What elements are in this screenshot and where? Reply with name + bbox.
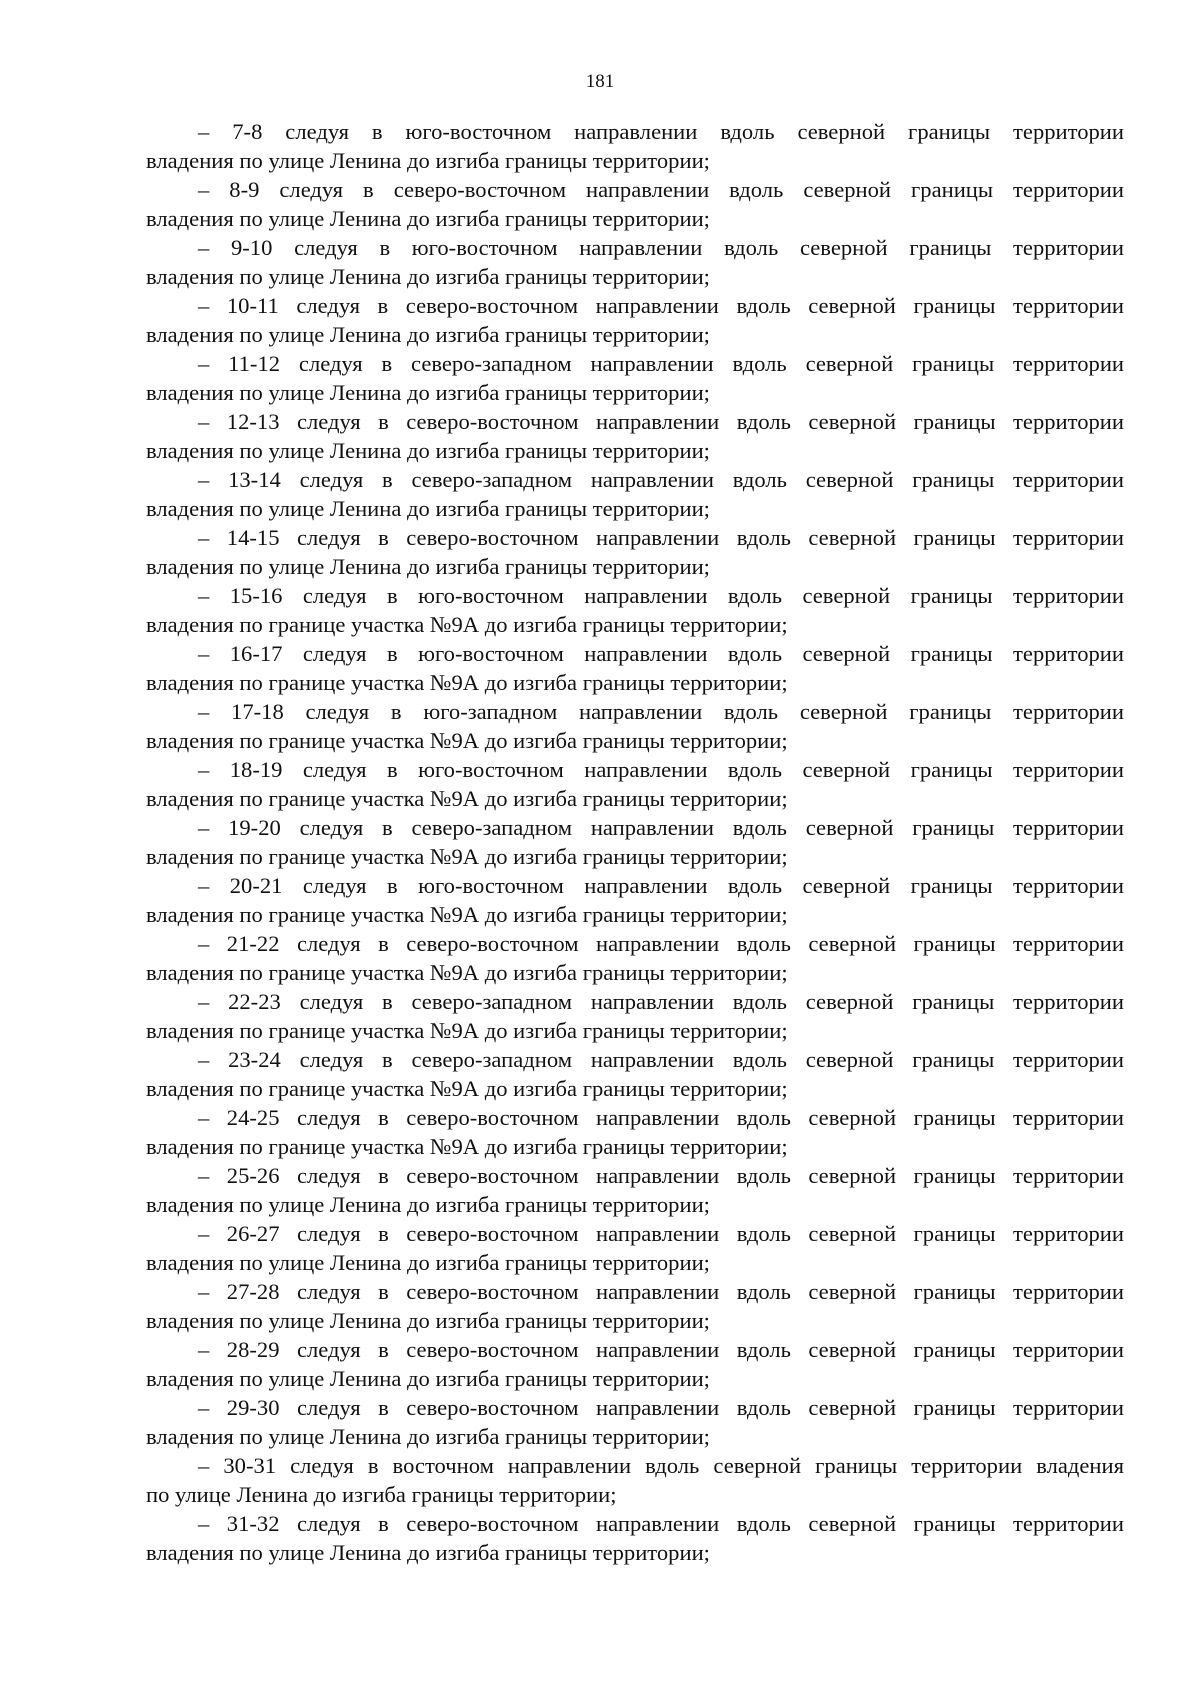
- segment-text-line-2: владения по улице Ленина до изгиба границы территории;: [146, 1540, 710, 1565]
- segment-text-line-2: владения по границе участка №9А до изгиба границы территории;: [146, 1134, 788, 1159]
- segment-text-line-2: владения по улице Ленина до изгиба границы территории;: [146, 322, 710, 347]
- segment-text-line-2: владения по улице Ленина до изгиба границы территории;: [146, 148, 710, 173]
- segment-text-line-2: владения по улице Ленина до изгиба границы территории;: [146, 264, 710, 289]
- segment-text-line-1: – 18-19 следуя в юго-восточном направлении вдоль северной границы территории: [198, 757, 1124, 782]
- boundary-segment-item: [146, 291, 1124, 349]
- segment-text-line-1: – 19-20 следуя в северо-западном направлении вдоль северной границы территории: [198, 815, 1124, 840]
- boundary-segment-item: [146, 929, 1124, 987]
- segment-text-line-1: – 10-11 следуя в северо-восточном направлении вдоль северной границы территории: [198, 293, 1124, 318]
- segment-text-line-1: – 31-32 следуя в северо-восточном направлении вдоль северной границы территории: [198, 1511, 1124, 1536]
- boundary-segment-item: [146, 1509, 1124, 1567]
- boundary-segment-item: [146, 755, 1124, 813]
- boundary-segment-item: [146, 407, 1124, 465]
- segment-text-line-1: – 22-23 следуя в северо-западном направлении вдоль северной границы территории: [198, 989, 1124, 1014]
- segment-text-line-2: владения по границе участка №9А до изгиба границы территории;: [146, 728, 788, 753]
- segment-text-line-2: владения по границе участка №9А до изгиба границы территории;: [146, 844, 788, 869]
- segment-text-line-1: – 24-25 следуя в северо-восточном направлении вдоль северной границы территории: [198, 1105, 1124, 1130]
- boundary-segment-item: [146, 697, 1124, 755]
- segment-text-line-2: владения по улице Ленина до изгиба границы территории;: [146, 1308, 710, 1333]
- boundary-segment-item: [146, 639, 1124, 697]
- segment-text-line-1: – 11-12 следуя в северо-западном направлении вдоль северной границы территории: [198, 351, 1124, 376]
- segment-text-line-2: владения по улице Ленина до изгиба границы территории;: [146, 554, 710, 579]
- segment-text-line-2: владения по границе участка №9А до изгиба границы территории;: [146, 902, 788, 927]
- segment-text-line-1: – 14-15 следуя в северо-восточном направлении вдоль северной границы территории: [198, 525, 1124, 550]
- boundary-segment-item: [146, 1393, 1124, 1451]
- segment-text-line-2: владения по границе участка №9А до изгиба границы территории;: [146, 960, 788, 985]
- boundary-segment-item: [146, 1219, 1124, 1277]
- segment-text-line-1: – 25-26 следуя в северо-восточном направлении вдоль северной границы территории: [198, 1163, 1124, 1188]
- segment-text-line-2: владения по границе участка №9А до изгиба границы территории;: [146, 1076, 788, 1101]
- segment-text-line-2: владения по улице Ленина до изгиба границы территории;: [146, 438, 710, 463]
- segment-text-line-1: – 16-17 следуя в юго-восточном направлении вдоль северной границы территории: [198, 641, 1124, 666]
- boundary-segment-item: [146, 813, 1124, 871]
- segment-text-line-1: – 13-14 следуя в северо-западном направлении вдоль северной границы территории: [198, 467, 1124, 492]
- boundary-segment-item: [146, 117, 1124, 175]
- segment-text-line-1: – 23-24 следуя в северо-западном направлении вдоль северной границы территории: [198, 1047, 1124, 1072]
- segment-text-line-1: – 27-28 следуя в северо-восточном направлении вдоль северной границы территории: [198, 1279, 1124, 1304]
- segment-text-line-1: – 29-30 следуя в северо-восточном направлении вдоль северной границы территории: [198, 1395, 1124, 1420]
- segment-text-line-1: – 9-10 следуя в юго-восточном направлении вдоль северной границы территории: [198, 235, 1124, 260]
- segment-text-line-2: владения по границе участка №9А до изгиба границы территории;: [146, 786, 788, 811]
- segment-text-line-2: владения по улице Ленина до изгиба границы территории;: [146, 496, 710, 521]
- boundary-segment-item: [146, 871, 1124, 929]
- segment-text-line-2: владения по улице Ленина до изгиба границы территории;: [146, 206, 710, 231]
- boundary-segment-item: [146, 349, 1124, 407]
- boundary-segment-item: [146, 1161, 1124, 1219]
- boundary-segment-item: [146, 523, 1124, 581]
- segment-text-line-2: владения по границе участка №9А до изгиба границы территории;: [146, 1018, 788, 1043]
- segment-text-line-2: владения по улице Ленина до изгиба границы территории;: [146, 1366, 710, 1391]
- segment-text-line-2: владения по границе участка №9А до изгиба границы территории;: [146, 612, 788, 637]
- boundary-segment-item: [146, 175, 1124, 233]
- segment-text-line-2: владения по улице Ленина до изгиба границы территории;: [146, 1250, 710, 1275]
- segment-text-line-1: – 28-29 следуя в северо-восточном направлении вдоль северной границы территории: [198, 1337, 1124, 1362]
- boundary-segment-item: [146, 1335, 1124, 1393]
- document-body: [146, 117, 1124, 1567]
- boundary-segment-item: [146, 987, 1124, 1045]
- boundary-segment-item: [146, 1045, 1124, 1103]
- segment-text-line-1: – 17-18 следуя в юго-западном направлении вдоль северной границы территории: [198, 699, 1124, 724]
- segment-text-line-1: – 26-27 следуя в северо-восточном направлении вдоль северной границы территории: [198, 1221, 1124, 1246]
- segment-text-line-2: владения по улице Ленина до изгиба границы территории;: [146, 1424, 710, 1449]
- segment-text-line-1: – 12-13 следуя в северо-восточном направлении вдоль северной границы территории: [198, 409, 1124, 434]
- boundary-segment-item: [146, 233, 1124, 291]
- segment-text-line-1: – 8-9 следуя в северо-восточном направлении вдоль северной границы территории: [198, 177, 1124, 202]
- segment-text-line-2: владения по улице Ленина до изгиба границы территории;: [146, 380, 710, 405]
- segment-text-line-2: владения по улице Ленина до изгиба границы территории;: [146, 1192, 710, 1217]
- segment-text-line-2: владения по границе участка №9А до изгиба границы территории;: [146, 670, 788, 695]
- boundary-segment-item: [146, 581, 1124, 639]
- boundary-segment-item: [146, 1103, 1124, 1161]
- segment-text-line-1: – 7-8 следуя в юго-восточном направлении вдоль северной границы территории: [198, 119, 1124, 144]
- segment-text-line-1: – 15-16 следуя в юго-восточном направлении вдоль северной границы территории: [198, 583, 1124, 608]
- segment-text-line-2: по улице Ленина до изгиба границы территории;: [146, 1482, 617, 1507]
- segment-text-line-1: – 20-21 следуя в юго-восточном направлении вдоль северной границы территории: [198, 873, 1124, 898]
- boundary-segment-item: [146, 465, 1124, 523]
- boundary-segment-item: [146, 1277, 1124, 1335]
- segment-text-line-1: – 30-31 следуя в восточном направлении вдоль северной границы территории владения: [198, 1453, 1124, 1478]
- page-number: 181: [585, 71, 615, 92]
- segment-text-line-1: – 21-22 следуя в северо-восточном направлении вдоль северной границы территории: [198, 931, 1124, 956]
- boundary-segment-item: [146, 1451, 1124, 1509]
